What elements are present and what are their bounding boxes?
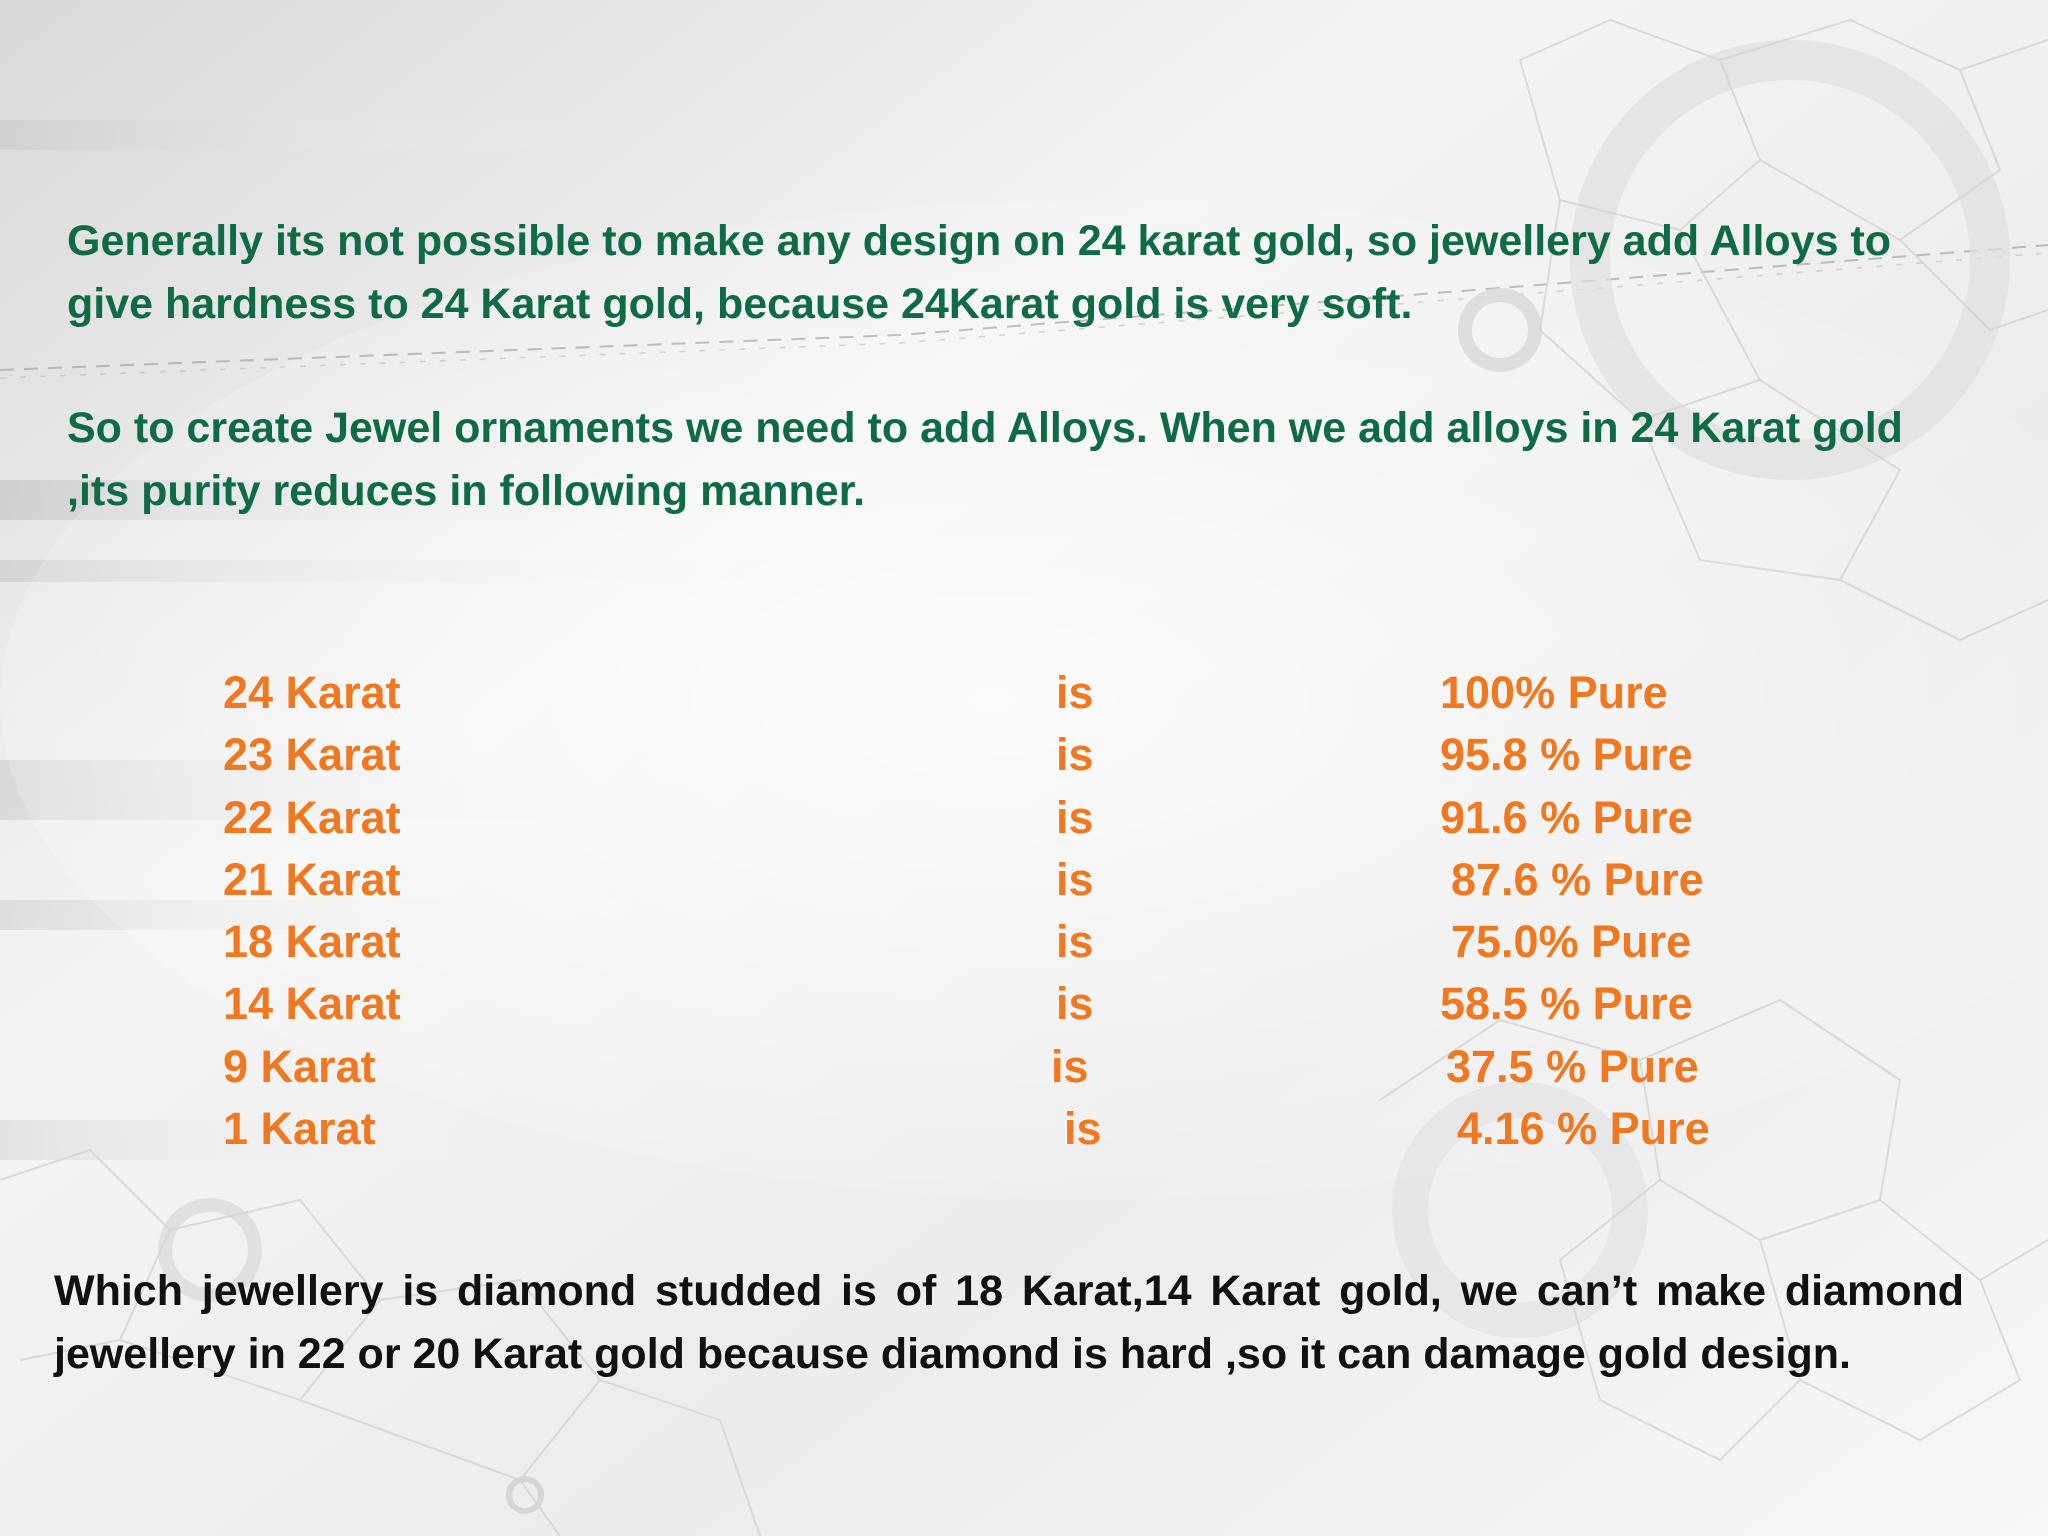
karat-label: 23 Karat <box>223 729 401 781</box>
karat-is: is <box>1064 1103 1102 1155</box>
karat-row-1 <box>0 1098 2048 1160</box>
karat-is: is <box>1056 667 1094 718</box>
karat-is: is <box>1056 729 1094 781</box>
karat-row-18 <box>0 911 2048 973</box>
karat-purity: 100% Pure <box>1440 667 1668 718</box>
karat-label: 14 Karat <box>223 978 401 1030</box>
karat-row-22 <box>0 787 2048 849</box>
diamond-paragraph: Which jewellery is diamond studded is of 18 Karat,14 Karat gold, we can’t make diamond jewellery in 22 or 20 Karat gold because diamond is hard ,so it can damage gold design. <box>54 1267 1964 1378</box>
karat-label: 1 Karat <box>223 1103 376 1155</box>
karat-purity: 4.16 % Pure <box>1457 1103 1710 1155</box>
karat-is: is <box>1056 978 1094 1030</box>
karat-is: is <box>1056 916 1094 968</box>
karat-label: 9 Karat <box>223 1040 376 1092</box>
karat-label: 22 Karat <box>223 791 401 843</box>
karat-row-21 <box>0 849 2048 911</box>
karat-label: 21 Karat <box>223 853 401 905</box>
karat-purity: 91.6 % Pure <box>1440 791 1693 843</box>
karat-row-9 <box>0 1036 2048 1098</box>
karat-row-14 <box>0 973 2048 1035</box>
karat-purity: 75.0% Pure <box>1451 916 1692 968</box>
karat-label: 24 Karat <box>223 667 401 718</box>
karat-label: 18 Karat <box>223 916 401 968</box>
karat-is: is <box>1056 791 1094 843</box>
karat-purity: 95.8 % Pure <box>1440 729 1693 781</box>
karat-purity-list <box>0 662 2048 1160</box>
karat-is: is <box>1056 853 1094 905</box>
karat-row-23 <box>0 724 2048 786</box>
karat-is: is <box>1051 1040 1089 1092</box>
karat-purity: 87.6 % Pure <box>1451 853 1704 905</box>
intro-paragraph: Generally its not possible to make any design on 24 karat gold, so jewellery add Alloys to give hardness to 24 Karat gold, because 24Karat gold is very soft. <box>67 217 1892 328</box>
karat-row-24 <box>0 662 2048 724</box>
karat-purity: 37.5 % Pure <box>1446 1040 1699 1092</box>
alloy-paragraph: So to create Jewel ornaments we need to add Alloys. When we add alloys in 24 Karat gold ,its purity reduces in following manner. <box>67 404 1903 515</box>
karat-purity: 58.5 % Pure <box>1440 978 1693 1030</box>
